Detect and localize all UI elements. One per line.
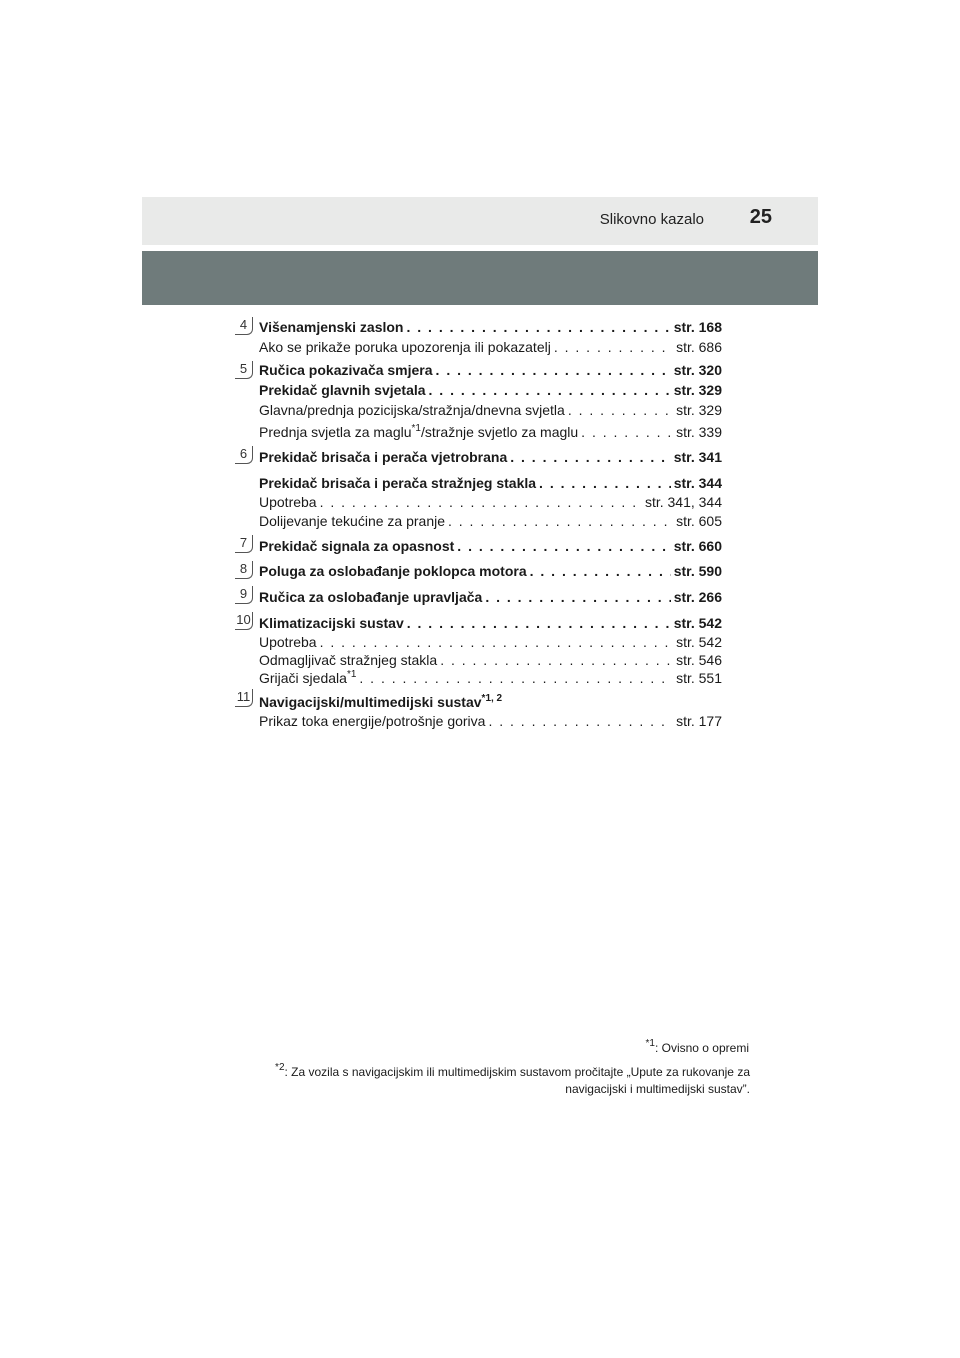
item-number-badge: 5 (235, 361, 253, 379)
toc-entry: Prekidač signala za opasnost . . . str. 660 (259, 537, 722, 555)
item-number-badge: 9 (235, 586, 253, 604)
toc-subentry: Grijači sjedala$^{*1}$ . . . str. 551 (259, 669, 722, 687)
footnote-mark: *1 (346, 669, 357, 680)
toc-entry: Klimatizacijski sustav . . . str. 542 (259, 614, 722, 632)
item-number-badge: 4 (235, 317, 253, 335)
toc-entry: Ručica pokazivača smjera . . . str. 320 (259, 361, 722, 379)
section-title: Slikovno kazalo (599, 211, 704, 228)
toc-entry: Višenamjenski zaslon . . . str. 168 (259, 318, 722, 336)
toc-subentry: Prednja svjetla za maglu$^{*1}$/stražnje svjetlo za maglu . . . str. 339 (259, 423, 722, 441)
footnote-1: $^{*1}$: Ovisno o opremi (645, 1038, 749, 1055)
toc-subentry: Upotreba . . . str. 341, 344 (259, 493, 722, 511)
item-number-badge: 7 (235, 535, 253, 553)
toc-subentry: Upotreba . . . str. 542 (259, 633, 722, 651)
item-number-badge: 10 (235, 612, 253, 630)
toc-entry: Prekidač brisača i perača vjetrobrana . . . str. 341 (259, 448, 722, 466)
toc-entry: Navigacijski/multimedijski sustav$^{*1, 2}$ (259, 693, 503, 710)
item-number-badge: 8 (235, 561, 253, 579)
toc-entry: Prekidač glavnih svjetala . . . str. 329 (259, 381, 722, 399)
footnote-2: $^{*2}$: Za vozila s navigacijskim ili multimedijskim sustavom pročitajte „Upute za rukovanje za navigacijski i multimedijski sustav”. (275, 1062, 750, 1096)
toc-subentry: Ako se prikaže poruka upozorenja ili pokazatelj . . . str. 686 (259, 338, 722, 356)
toc-subentry: Glavna/prednja pozicijska/stražnja/dnevna svjetla . . . str. 329 (259, 401, 722, 419)
toc-entry: Poluga za oslobađanje poklopca motora . . . str. 590 (259, 562, 722, 580)
toc-subentry: Dolijevanje tekućine za pranje . . . str. 605 (259, 512, 722, 530)
footnote-mark: *1 (411, 423, 421, 434)
page-number: 25 (749, 206, 772, 228)
footnote-mark: *1, 2 (481, 693, 503, 704)
toc-subentry: Odmagljivač stražnjeg stakla . . . str. 546 (259, 651, 722, 669)
item-number-badge: 11 (235, 689, 253, 707)
item-number-badge: 6 (235, 446, 253, 464)
toc-entry: Ručica za oslobađanje upravljača . . . str. 266 (259, 588, 722, 606)
toc-entry: Prekidač brisača i perača stražnjeg stakla . . . str. 344 (259, 474, 722, 492)
toc-subentry: Prikaz toka energije/potrošnje goriva . . . str. 177 (259, 712, 722, 730)
